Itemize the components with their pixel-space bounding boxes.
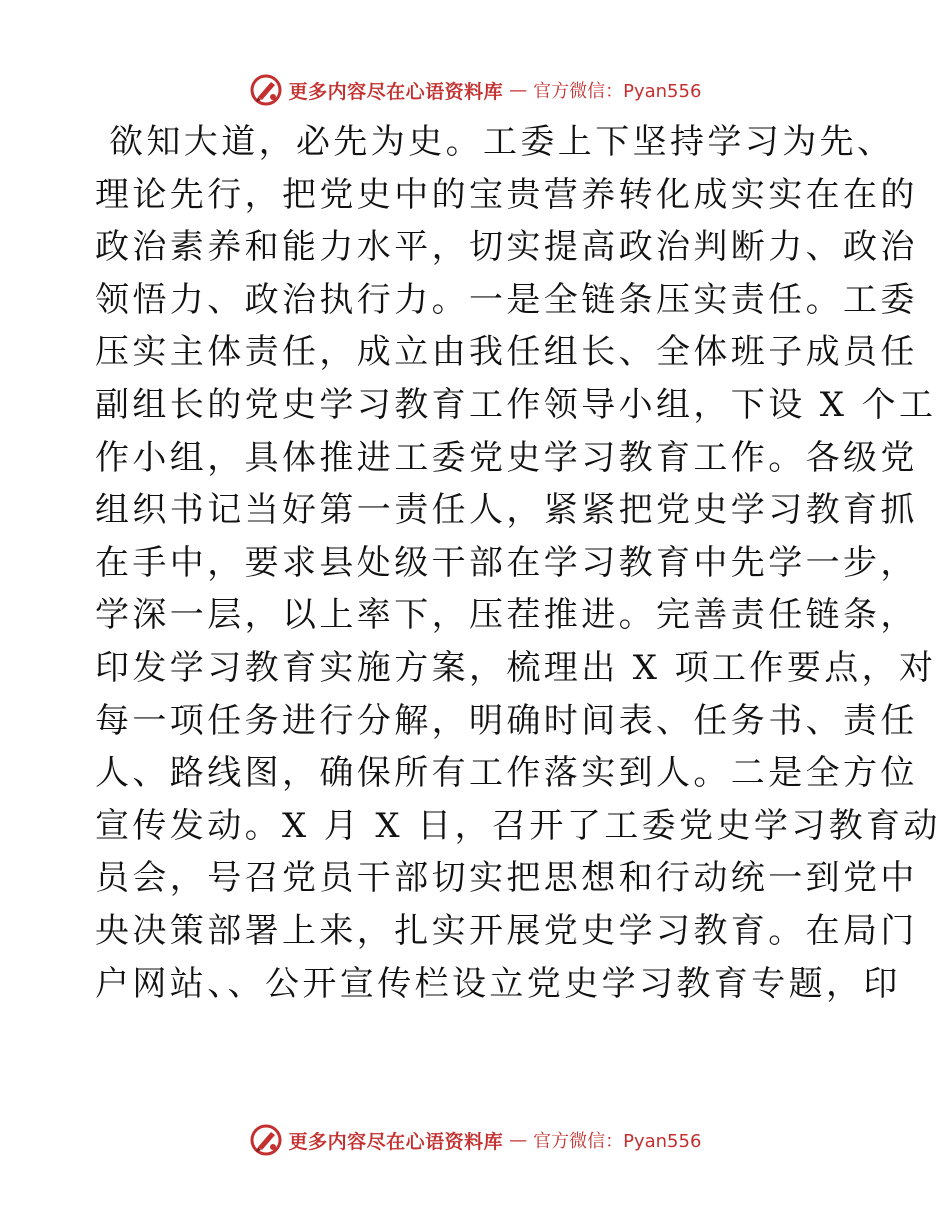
watermark-wechat-text: 官方微信：Pyan556	[533, 1131, 702, 1152]
article-line-5: 压实主体责任，成立由我任组长、全体班子成员任	[95, 332, 918, 373]
article-line-16: 央决策部署上来，扎实开展党史学习教育。在局门	[95, 910, 918, 951]
pen-seal-logo-icon	[249, 1123, 283, 1157]
article-line-17: 户网站、、公开宣传栏设立党史学习教育专题，印	[95, 963, 901, 1004]
article-line-7: 作小组，具体推进工委党史学习教育工作。各级党	[95, 437, 918, 478]
watermark-brand-text: 更多内容尽在心语资料库	[288, 1130, 504, 1153]
watermark-separator: —	[509, 79, 528, 101]
article-line-8: 组织书记当好第一责任人，紧紧把党史学习教育抓	[95, 490, 918, 531]
watermark-separator: —	[509, 1129, 528, 1151]
footer-watermark	[0, 1120, 950, 1160]
article-line-12: 每一项任务进行分解，明确时间表、任务书、责任	[95, 700, 918, 741]
watermark-wechat-text: 官方微信：Pyan556	[533, 81, 702, 102]
watermark-brand-text: 更多内容尽在心语资料库	[288, 80, 504, 103]
article-line-14: 宣传发动。X 月 X 日，召开了工委党史学习教育动	[95, 805, 941, 846]
pen-seal-logo-icon	[249, 73, 283, 107]
article-line-1: 欲知大道，必先为史。工委上下坚持学习为先、	[109, 122, 895, 162]
article-line-10: 学深一层，以上率下，压茬推进。完善责任链条，	[95, 595, 918, 636]
article-line-15: 员会，号召党员干部切实把思想和行动统一到党中	[95, 858, 918, 899]
article-line-11: 印发学习教育实施方案，梳理出 X 项工作要点，对	[95, 647, 937, 688]
header-watermark	[0, 70, 950, 110]
article-line-3: 政治素养和能力水平，切实提高政治判断力、政治	[95, 227, 918, 268]
article-body	[95, 116, 941, 1010]
article-line-13: 人、路线图，确保所有工作落实到人。二是全方位	[95, 753, 918, 794]
article-line-6: 副组长的党史学习教育工作领导小组，下设 X 个工	[95, 384, 937, 425]
article-line-9: 在手中，要求县处级干部在学习教育中先学一步，	[95, 542, 918, 583]
article-line-2: 理论先行，把党史中的宝贵营养转化成实实在在的	[95, 174, 918, 215]
article-line-4: 领悟力、政治执行力。一是全链条压实责任。工委	[95, 279, 918, 320]
